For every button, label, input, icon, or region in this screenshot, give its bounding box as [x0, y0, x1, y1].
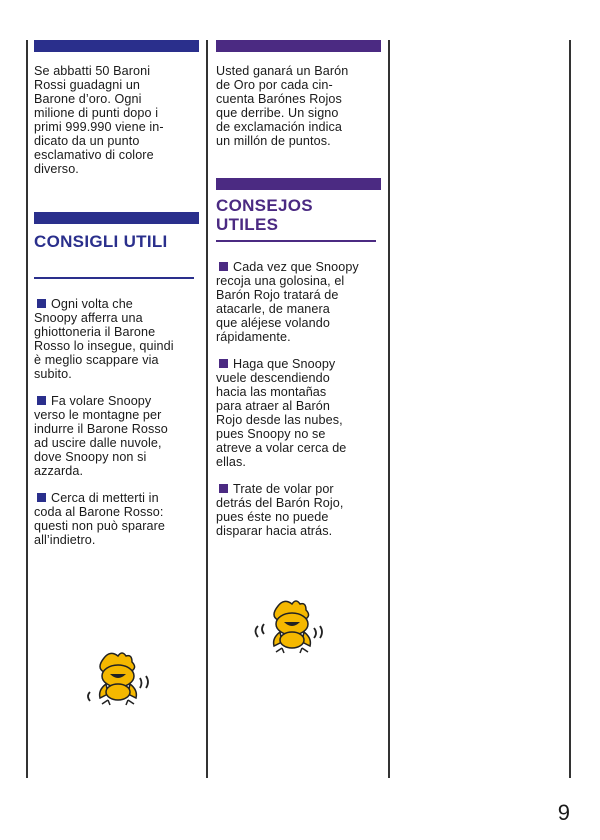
text-line: coda al Barone Rosso: [34, 504, 164, 519]
text-line: detrás del Barón Rojo, [216, 495, 344, 510]
italian-column [34, 40, 199, 547]
italian-heading-bar [34, 212, 199, 224]
italian-heading: CONSIGLI UTILI [34, 232, 168, 251]
text-line: cuenta Barónes Rojos [216, 92, 342, 106]
text-line: indurre il Barone Rosso [34, 421, 168, 436]
column-rule-right [388, 40, 390, 778]
text-line: Usted ganará un Barón [216, 64, 349, 78]
square-bullet-icon [37, 396, 46, 405]
spanish-heading-line-1: CONSEJOS [216, 196, 313, 215]
text-line: all’indietro. [34, 532, 96, 547]
square-bullet-icon [219, 359, 228, 368]
text-line: un millón de puntos. [216, 134, 331, 148]
text-line: atacarle, de manera [216, 301, 330, 316]
text-line: rápidamente. [216, 329, 291, 344]
text-line: que aléjese volando [216, 315, 330, 330]
text-line: azzarda. [34, 463, 84, 478]
text-line: questi non può sparare [34, 518, 166, 533]
text-line: hacia las montañas [216, 384, 327, 399]
text-line: verso le montagne per [34, 407, 162, 422]
text-line: Barón Rojo tratará de [216, 287, 339, 302]
spanish-intro [216, 64, 381, 148]
spanish-tip-2 [216, 357, 381, 469]
page-number: 9 [557, 800, 570, 825]
column-rule-left [26, 40, 28, 778]
text-line: Cada vez que Snoopy [233, 259, 359, 274]
woodstock-illustration-right [250, 600, 330, 660]
text-line: atreve a volar cerca de [216, 440, 347, 455]
square-bullet-icon [37, 299, 46, 308]
spanish-heading-line-2: UTILES [216, 215, 279, 234]
text-line: diverso. [34, 162, 79, 176]
square-bullet-icon [219, 484, 228, 493]
text-line: dicato da un punto [34, 134, 140, 148]
text-line: Cerca di metterti in [51, 490, 159, 505]
text-line: subito. [34, 366, 72, 381]
spanish-top-bar [216, 40, 381, 52]
woodstock-illustration-left [80, 650, 160, 710]
text-line: recoja una golosina, el [216, 273, 345, 288]
text-line: Snoopy afferra una [34, 310, 143, 325]
text-line: milione di punti dopo i [34, 106, 159, 120]
text-line: ellas. [216, 454, 246, 469]
text-line: de exclamación indica [216, 120, 343, 134]
text-line: para atraer al Barón [216, 398, 331, 413]
italian-intro [34, 64, 199, 176]
text-line: Se abbatti 50 Baroni [34, 64, 151, 78]
text-line: pues Snoopy no se [216, 426, 326, 441]
italian-top-bar [34, 40, 199, 52]
text-line: Haga que Snoopy [233, 356, 336, 371]
text-line: primi 999.990 viene in- [34, 120, 164, 134]
spanish-column [216, 40, 381, 538]
spanish-heading-bar [216, 178, 381, 190]
italian-tip-2 [34, 394, 199, 478]
text-line: ghiottoneria il Barone [34, 324, 156, 339]
square-bullet-icon [219, 262, 228, 271]
text-line: pues éste no puede [216, 509, 329, 524]
text-line: Ogni volta che [51, 296, 133, 311]
text-line: de Oro por cada cin- [216, 78, 333, 92]
italian-tip-3 [34, 491, 199, 547]
square-bullet-icon [37, 493, 46, 502]
text-line: disparar hacia atrás. [216, 523, 333, 538]
italian-heading-underline [34, 277, 194, 279]
column-rule-far-right [569, 40, 571, 778]
spanish-tip-1 [216, 260, 381, 344]
spanish-tip-3 [216, 482, 381, 538]
text-line: que derribe. Un signo [216, 106, 339, 120]
text-line: Fa volare Snoopy [51, 393, 152, 408]
spanish-heading-underline [216, 240, 376, 242]
italian-tip-1 [34, 297, 199, 381]
text-line: Rojo desde las nubes, [216, 412, 343, 427]
text-line: Rosso lo insegue, quindi [34, 338, 174, 353]
column-rule-mid [206, 40, 208, 778]
text-line: esclamativo di colore [34, 148, 154, 162]
text-line: ad uscire dalle nuvole, [34, 435, 162, 450]
text-line: dove Snoopy non si [34, 449, 147, 464]
text-line: vuele descendiendo [216, 370, 330, 385]
text-line: Trate de volar por [233, 481, 334, 496]
text-line: è meglio scappare via [34, 352, 159, 367]
text-line: Barone d’oro. Ogni [34, 92, 142, 106]
text-line: Rossi guadagni un [34, 78, 141, 92]
